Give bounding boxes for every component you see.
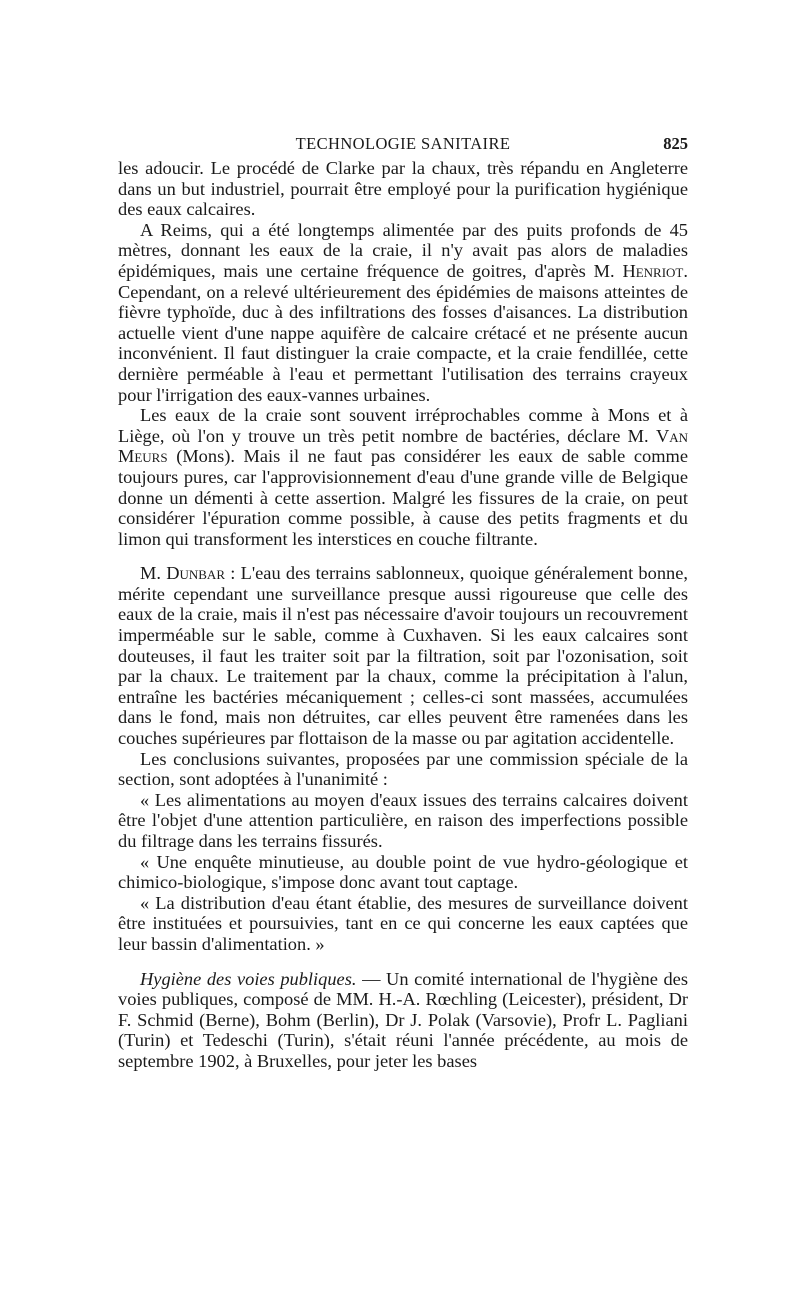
paragraph-conclusion-1: « Les alimentations au moyen d'eaux issues des terrains calcaires doivent être l'objet d'une attention particulière, en raison des imperfections possible du filtrage dans les terrains fissurés.	[118, 789, 688, 851]
page-header	[118, 134, 688, 158]
dunbar-prefix: M.	[140, 563, 161, 584]
paragraph-conclusion-3: « La distribution d'eau étant établie, des mesures de surveillance doivent être instituées et poursuivies, tant en ce qui concerne les eaux captées que leur bassin d'alimentation. »	[118, 892, 688, 954]
paragraph-conclusion-2: « Une enquête minutieuse, au double point de vue hydro-géologique et chimico-biologique, s'impose donc avant tout captage.	[118, 851, 688, 893]
mons-text-end: (Mons). Mais il ne faut pas considérer les eaux de sable comme toujours pures, car l'approvisionnement d'eau d'une grande ville de Belgique donne un démenti à cette assertion. Malgré les fissures de la craie, on peut considérer l'épuration comme possible, à cause des petits fragments et du limon qui transforment les interstices en couche filtrante.	[118, 446, 688, 549]
body-text	[118, 158, 688, 1072]
mons-text-start: Les eaux de la craie sont souvent irréprochables comme à Mons et à Liège, où l'on y trouve un très petit nombre de bactéries, déclare M.	[118, 405, 688, 446]
running-title: TECHNOLOGIE SANITAIRE	[295, 134, 511, 153]
paragraph-voies-publiques	[118, 969, 688, 1072]
reims-text-end: . Cependant, on a relevé ultérieurement des épidémies de maisons atteintes de fièvre typhoïde, duc à des infiltrations des fosses d'aisances. La distribution actuelle vient d'une nappe aquifère de calcaire crétacé et ne présente aucun inconvénient. Il faut distinguer la craie compacte, et la craie fendillée, cette dernière perméable à l'eau et permettant l'utilisation des terrains crayeux pour l'irrigation des eaux-vannes urbaines.	[118, 260, 688, 405]
author-name-dunbar: Dunbar	[166, 563, 225, 584]
section-heading-voies-publiques: Hygiène des voies publiques.	[140, 968, 357, 989]
paragraph-dunbar	[118, 563, 688, 748]
page-number: 825	[663, 134, 688, 153]
paragraph-mons-liege	[118, 405, 688, 549]
paragraph-reims	[118, 220, 688, 405]
voies-publiques-text: — Un comité international de l'hygiène des voies publiques, composé de MM. H.-A. Rœchling (Leicester), président, Dr F. Schmid (Berne), Bohm (Berlin), Dr J. Polak (Varsovie), Profr L. Pagliani (Turin) et Tedeschi (Turin), s'était réuni l'année précédente, au mois de septembre 1902, à Bruxelles, pour jeter les bases	[118, 968, 688, 1071]
author-name-henriot: Henriot	[622, 260, 684, 281]
author-name-van-meurs: Van Meurs	[118, 425, 688, 467]
paragraph-conclusions-intro: Les conclusions suivantes, proposées par une commission spéciale de la section, sont adoptées à l'unanimité :	[118, 748, 688, 790]
dunbar-text: : L'eau des terrains sablonneux, quoique généralement bonne, mérite cependant une surveillance presque aussi rigoureuse que celle des eaux de la craie, mais il n'est pas nécessaire d'avoir toujours un recouvrement imperméable sur le sable, comme à Cuxhaven. Si les eaux calcaires sont douteuses, il faut les traiter soit par la filtration, soit par l'ozonisation, soit par la chaux. Le traitement par la chaux, comme la précipitation à l'alun, entraîne les bactéries mécaniquement ; celles-ci sont massées, accumulées dans le fond, mais non détruites, car elles peuvent être ramenées dans les couches supérieures par flottaison de la masse ou par agitation accidentelle.	[118, 563, 688, 749]
paragraph-clarke-process: les adoucir. Le procédé de Clarke par la chaux, très répandu en Angleterre dans un but industriel, pourrait être employé pour la purification hygiénique des eaux calcaires.	[118, 158, 688, 220]
reims-text-start: A Reims, qui a été longtemps alimentée par des puits profonds de 45 mètres, donnant les eaux de la craie, il n'y avait pas alors de maladies épidémiques, mais une certaine fréquence de goitres, d'après M.	[118, 219, 688, 281]
